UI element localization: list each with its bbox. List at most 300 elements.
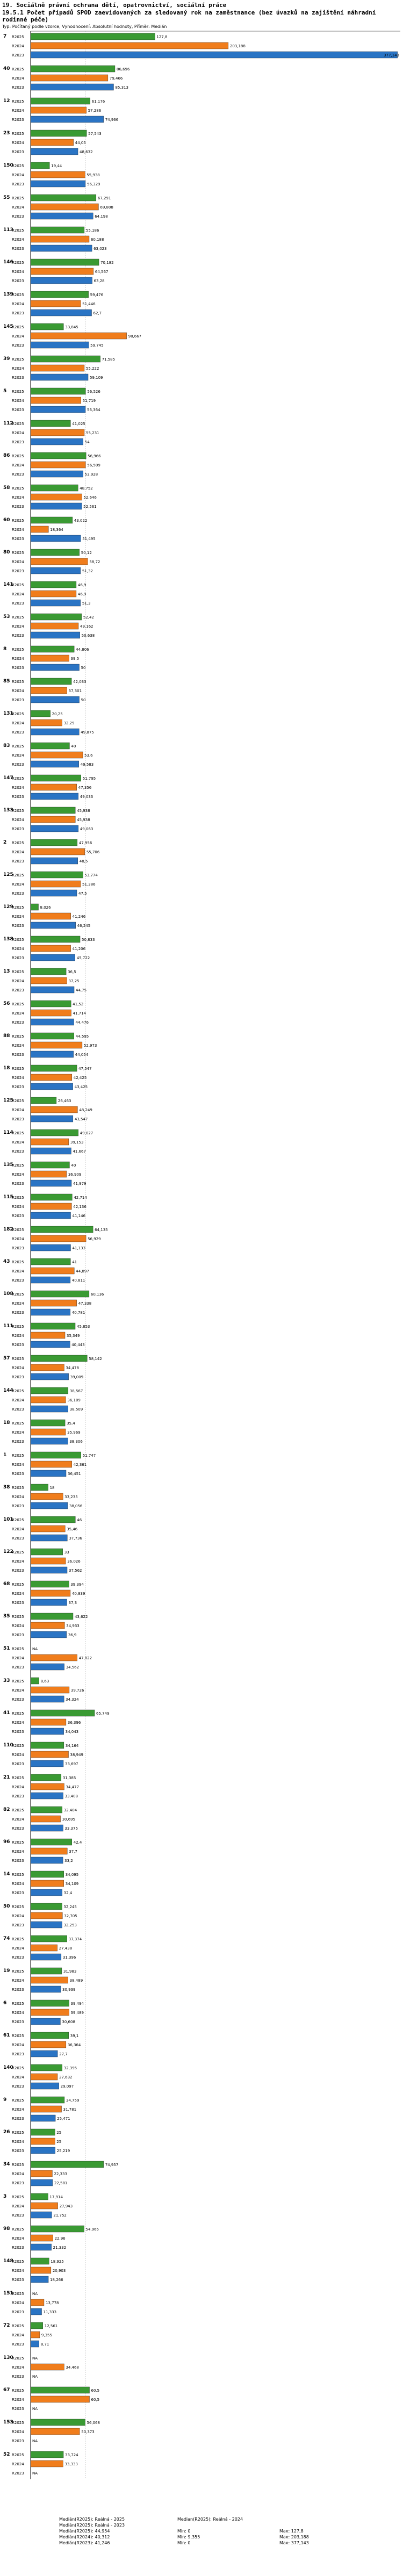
bar bbox=[31, 1968, 62, 1974]
series-label: R2023 bbox=[12, 2213, 24, 2218]
series-label: R2023 bbox=[12, 1665, 24, 1670]
series-label: R2023 bbox=[12, 440, 24, 444]
bar bbox=[31, 2396, 90, 2402]
series-label: R2024 bbox=[12, 1366, 24, 1370]
series-label: R2025 bbox=[12, 1518, 24, 1522]
group-label: 147 bbox=[3, 775, 13, 781]
group-label: 3 bbox=[3, 2194, 7, 2199]
footer-stat: Min: 0 bbox=[177, 2541, 191, 2545]
bar bbox=[31, 729, 79, 735]
bar bbox=[31, 1065, 77, 1071]
data-label: 44,595 bbox=[75, 1034, 89, 1039]
data-label: 50,833 bbox=[82, 938, 95, 942]
bar bbox=[31, 397, 81, 404]
data-label: 33,845 bbox=[65, 325, 78, 329]
series-label: R2023 bbox=[12, 634, 24, 638]
series-label: R2024 bbox=[12, 2398, 24, 2402]
bar bbox=[31, 987, 74, 993]
bar bbox=[31, 268, 93, 275]
bar bbox=[31, 1244, 70, 1251]
bar bbox=[31, 1323, 75, 1329]
data-label: 41 bbox=[72, 1260, 77, 1264]
group-label: 2 bbox=[3, 840, 7, 845]
series-label: R2024 bbox=[12, 2043, 24, 2047]
bar bbox=[31, 227, 84, 233]
data-label: 74,957 bbox=[105, 2163, 119, 2167]
group-label: 83 bbox=[3, 743, 10, 749]
series-label: R2024 bbox=[12, 2301, 24, 2305]
data-label: 39,1 bbox=[70, 2034, 79, 2038]
series-label: R2025 bbox=[12, 2356, 24, 2361]
series-label: R2025 bbox=[12, 2034, 24, 2038]
series-label: R2024 bbox=[12, 689, 24, 693]
bar bbox=[31, 1226, 93, 1233]
data-label: NA bbox=[32, 2407, 38, 2411]
bar bbox=[31, 1332, 65, 1339]
bar bbox=[31, 2018, 60, 2025]
data-label: 44,897 bbox=[76, 1269, 89, 1273]
data-label: 18,266 bbox=[50, 2278, 63, 2282]
data-label: 55,938 bbox=[87, 173, 100, 177]
data-label: 25 bbox=[56, 2131, 62, 2135]
bar bbox=[31, 2032, 69, 2039]
series-label: R2024 bbox=[12, 44, 24, 48]
bar bbox=[31, 1654, 77, 1661]
bar bbox=[31, 1631, 67, 1638]
bar bbox=[31, 848, 85, 855]
series-label: R2024 bbox=[12, 1205, 24, 1209]
data-label: 26,463 bbox=[57, 1099, 71, 1103]
series-label: R2023 bbox=[12, 1278, 24, 1283]
series-label: R2024 bbox=[12, 2075, 24, 2079]
data-label: 27,943 bbox=[59, 2204, 73, 2208]
group-label: 12 bbox=[3, 98, 10, 104]
series-label: R2024 bbox=[12, 495, 24, 500]
data-label: 51,747 bbox=[82, 1454, 96, 1458]
data-label: 40 bbox=[71, 744, 76, 749]
bar bbox=[31, 678, 71, 685]
bar bbox=[31, 526, 48, 533]
bar bbox=[31, 881, 81, 887]
group-label: 55 bbox=[3, 195, 10, 200]
series-label: R2023 bbox=[12, 182, 24, 186]
series-label: R2024 bbox=[12, 850, 24, 854]
data-label: 53,928 bbox=[84, 472, 98, 477]
data-label: 40,811 bbox=[71, 1278, 85, 1283]
data-label: 34,759 bbox=[66, 2098, 80, 2103]
chart-subtitle: Typ: Počítaný podle vzorce, Vyhodnocení: Absolutní hodnoty, Příměr: Medián bbox=[2, 24, 167, 29]
bar bbox=[31, 310, 92, 316]
series-label: R2024 bbox=[12, 947, 24, 951]
bar bbox=[31, 494, 82, 500]
series-label: R2025 bbox=[12, 1067, 24, 1071]
series-label: R2025 bbox=[12, 2388, 24, 2393]
bar bbox=[31, 1783, 64, 1790]
series-label: R2024 bbox=[12, 1269, 24, 1273]
series-label: R2024 bbox=[12, 302, 24, 306]
series-label: R2025 bbox=[12, 2227, 24, 2232]
data-label: 39,489 bbox=[70, 2011, 84, 2015]
series-label: R2023 bbox=[12, 343, 24, 348]
bar bbox=[31, 1793, 63, 1799]
group-label: 115 bbox=[3, 1195, 13, 1200]
series-label: R2025 bbox=[12, 1454, 24, 1458]
series-label: R2024 bbox=[12, 431, 24, 435]
bar bbox=[31, 1203, 71, 1210]
data-label: 38,306 bbox=[69, 1440, 83, 1444]
series-label: R2024 bbox=[12, 1495, 24, 1499]
data-label: 52,646 bbox=[83, 495, 97, 500]
data-label: 60,5 bbox=[91, 2398, 100, 2402]
data-label: 46 bbox=[77, 1518, 82, 1522]
series-label: R2025 bbox=[12, 1937, 24, 1941]
series-label: R2025 bbox=[12, 67, 24, 71]
series-label: R2024 bbox=[12, 1301, 24, 1306]
data-label: 71,585 bbox=[102, 357, 116, 362]
bar bbox=[31, 365, 84, 371]
footer-stat: Max: 377,143 bbox=[279, 2541, 309, 2545]
bar bbox=[31, 1129, 78, 1136]
group-label: 38 bbox=[3, 1485, 10, 1490]
data-label: 55,706 bbox=[86, 850, 100, 854]
bar bbox=[31, 98, 90, 104]
data-label: 31,781 bbox=[63, 2107, 77, 2112]
bar bbox=[31, 2451, 63, 2458]
bar bbox=[31, 204, 98, 210]
series-label: R2024 bbox=[12, 1850, 24, 1854]
series-label: R2023 bbox=[12, 1182, 24, 1186]
series-label: R2025 bbox=[12, 2195, 24, 2199]
data-label: 8,026 bbox=[40, 905, 51, 910]
data-label: 25,471 bbox=[57, 2117, 70, 2121]
bar bbox=[31, 1429, 66, 1435]
group-label: 21 bbox=[3, 1775, 10, 1780]
data-label: 56,526 bbox=[87, 390, 100, 394]
bar bbox=[31, 107, 87, 113]
bar bbox=[31, 1880, 64, 1887]
data-label: 38,056 bbox=[69, 1504, 83, 1508]
bar bbox=[31, 2332, 40, 2338]
series-label: R2024 bbox=[12, 2204, 24, 2208]
bar bbox=[31, 420, 70, 427]
group-label: 5 bbox=[3, 388, 7, 394]
data-label: 56,929 bbox=[88, 1237, 101, 1241]
group-label: 146 bbox=[3, 260, 13, 265]
series-label: R2023 bbox=[12, 408, 24, 412]
bar bbox=[31, 581, 76, 588]
data-label: NA bbox=[32, 2471, 38, 2476]
data-label: 51,795 bbox=[82, 776, 96, 781]
group-label: 113 bbox=[3, 227, 13, 233]
series-label: R2025 bbox=[12, 196, 24, 200]
data-label: 37,25 bbox=[68, 979, 80, 983]
group-label: 153 bbox=[3, 2420, 13, 2425]
bar bbox=[31, 890, 77, 896]
bar bbox=[31, 291, 89, 298]
series-label: R2025 bbox=[12, 1711, 24, 1716]
bar bbox=[31, 913, 71, 919]
data-label: 35,349 bbox=[67, 1334, 80, 1338]
footer-stat: Medián(R2024): 40,312 bbox=[59, 2535, 110, 2539]
series-label: R2023 bbox=[12, 1117, 24, 1121]
series-label: R2025 bbox=[12, 841, 24, 845]
bar bbox=[31, 2147, 55, 2154]
data-label: 43,425 bbox=[74, 1085, 88, 1089]
data-label: 41,025 bbox=[72, 422, 85, 426]
series-label: R2023 bbox=[12, 1375, 24, 1379]
bar bbox=[31, 2009, 69, 2016]
series-label: R2025 bbox=[12, 873, 24, 877]
series-label: R2023 bbox=[12, 1955, 24, 1960]
data-label: 21,332 bbox=[53, 2246, 67, 2250]
series-label: R2023 bbox=[12, 279, 24, 283]
series-label: R2023 bbox=[12, 311, 24, 315]
data-label: NA bbox=[32, 2356, 38, 2361]
series-label: R2024 bbox=[12, 1076, 24, 1080]
data-label: 13,778 bbox=[45, 2301, 59, 2305]
series-label: R2025 bbox=[12, 2292, 24, 2296]
series-label: R2023 bbox=[12, 1859, 24, 1863]
bar bbox=[31, 1719, 66, 1725]
series-label: R2024 bbox=[12, 1044, 24, 1048]
group-label: 111 bbox=[3, 1323, 13, 1329]
series-label: R2024 bbox=[12, 2140, 24, 2144]
data-label: 49,162 bbox=[80, 624, 93, 629]
bar bbox=[31, 567, 81, 574]
series-label: R2023 bbox=[12, 2374, 24, 2379]
series-label: R2023 bbox=[12, 505, 24, 509]
data-label: 60,188 bbox=[90, 238, 104, 242]
data-label: 17,914 bbox=[49, 2195, 63, 2199]
series-label: R2025 bbox=[12, 1099, 24, 1103]
data-label: 30,695 bbox=[62, 1817, 76, 1822]
bar bbox=[31, 2267, 51, 2273]
group-label: 112 bbox=[3, 421, 13, 426]
data-label: 35,969 bbox=[67, 1430, 81, 1435]
bar bbox=[31, 1406, 68, 1412]
series-label: R2025 bbox=[12, 1582, 24, 1587]
bar bbox=[31, 2364, 64, 2370]
data-label: 40,781 bbox=[71, 1311, 85, 1315]
series-label: R2023 bbox=[12, 891, 24, 896]
group-label: 138 bbox=[3, 937, 13, 942]
bar bbox=[31, 1019, 74, 1025]
data-label: 8,63 bbox=[40, 1679, 49, 1683]
series-label: R2023 bbox=[12, 376, 24, 380]
group-label: 96 bbox=[3, 1839, 10, 1845]
bar bbox=[31, 1051, 74, 1057]
bar bbox=[31, 1549, 63, 1555]
data-label: 33 bbox=[64, 1550, 69, 1555]
data-label: 18,925 bbox=[51, 2260, 64, 2264]
group-label: 98 bbox=[3, 2226, 10, 2232]
page-title: 19. Sociálně právní ochrana dětí, opatrovnictví, sociální práce bbox=[2, 2, 227, 9]
bar bbox=[31, 1493, 63, 1500]
series-label: R2025 bbox=[12, 1647, 24, 1651]
group-label: 68 bbox=[3, 1581, 10, 1587]
bar bbox=[31, 968, 66, 975]
data-label: 39,726 bbox=[70, 1688, 84, 1693]
series-label: R2023 bbox=[12, 118, 24, 122]
series-label: R2025 bbox=[12, 2131, 24, 2135]
group-label: 33 bbox=[3, 1678, 10, 1683]
data-label: 42,361 bbox=[73, 1463, 87, 1467]
data-label: 51,386 bbox=[82, 882, 96, 887]
data-label: 32,253 bbox=[63, 1923, 77, 1927]
bar bbox=[31, 1074, 72, 1081]
data-label: 33,2 bbox=[64, 1859, 73, 1863]
bar bbox=[31, 1622, 64, 1629]
series-label: R2025 bbox=[12, 2066, 24, 2070]
series-label: R2024 bbox=[12, 1624, 24, 1628]
series-label: R2025 bbox=[12, 1228, 24, 1232]
data-label: 42,136 bbox=[73, 1205, 87, 1209]
series-label: R2025 bbox=[12, 486, 24, 491]
bar bbox=[31, 591, 76, 597]
bar bbox=[31, 1728, 64, 1735]
data-label: 36,451 bbox=[67, 1472, 81, 1476]
data-label: 35,4 bbox=[67, 1421, 75, 1426]
bar bbox=[31, 793, 78, 800]
data-label: NA bbox=[32, 2374, 38, 2379]
group-label: 6 bbox=[3, 2001, 7, 2006]
bar bbox=[31, 2193, 48, 2200]
series-label: R2024 bbox=[12, 1721, 24, 1725]
group-label: 144 bbox=[3, 1388, 13, 1393]
bar bbox=[31, 1567, 67, 1573]
data-label: 57,286 bbox=[88, 109, 102, 113]
bar bbox=[31, 945, 71, 952]
bar bbox=[31, 1687, 69, 1693]
data-label: 50 bbox=[81, 698, 86, 702]
bar bbox=[31, 1889, 62, 1896]
series-label: R2024 bbox=[12, 882, 24, 887]
series-label: R2023 bbox=[12, 1085, 24, 1089]
bar bbox=[31, 1945, 57, 1951]
bar bbox=[31, 1816, 61, 1822]
data-label: 50,638 bbox=[81, 634, 95, 638]
data-label: 51,495 bbox=[82, 537, 96, 541]
data-label: 41,246 bbox=[72, 915, 86, 919]
data-label: 18,364 bbox=[50, 528, 63, 532]
group-label: 82 bbox=[3, 1807, 10, 1812]
bar bbox=[31, 2428, 80, 2435]
series-label: R2025 bbox=[12, 2002, 24, 2006]
data-label: 49,027 bbox=[80, 1131, 93, 1135]
series-label: R2023 bbox=[12, 2310, 24, 2314]
bar bbox=[31, 719, 62, 726]
bar bbox=[31, 2226, 84, 2232]
group-label: 130 bbox=[3, 2355, 13, 2361]
data-label: 69,808 bbox=[100, 205, 113, 210]
bar bbox=[31, 356, 100, 362]
group-label: 125 bbox=[3, 1098, 13, 1103]
group-label: 1 bbox=[3, 1452, 7, 1458]
bar bbox=[31, 1258, 70, 1265]
series-label: R2025 bbox=[12, 680, 24, 684]
data-label: 59,476 bbox=[90, 293, 104, 297]
bar bbox=[31, 623, 78, 629]
group-label: 35 bbox=[3, 1614, 10, 1619]
bar bbox=[31, 2387, 90, 2393]
group-label: 141 bbox=[3, 582, 13, 587]
bar bbox=[31, 2083, 59, 2089]
data-label: 42,033 bbox=[73, 680, 87, 684]
bar bbox=[31, 1300, 77, 1306]
bar bbox=[31, 1678, 39, 1684]
series-label: R2025 bbox=[12, 1550, 24, 1555]
bar bbox=[31, 535, 81, 542]
bar bbox=[31, 1590, 70, 1596]
bar bbox=[31, 1484, 48, 1491]
bar bbox=[31, 2322, 43, 2329]
data-label: 48,752 bbox=[80, 486, 93, 491]
group-label: 61 bbox=[3, 2033, 10, 2038]
series-label: R2023 bbox=[12, 2471, 24, 2476]
series-label: R2024 bbox=[12, 463, 24, 467]
bar bbox=[31, 1986, 61, 1992]
bar bbox=[31, 1839, 72, 1845]
series-label: R2024 bbox=[12, 1817, 24, 1822]
group-label: 7 bbox=[3, 34, 7, 39]
data-label: 42,425 bbox=[73, 1076, 87, 1080]
group-label: 72 bbox=[3, 2323, 10, 2328]
series-label: R2023 bbox=[12, 214, 24, 219]
data-label: 34,109 bbox=[65, 1882, 79, 1886]
series-label: R2023 bbox=[12, 2149, 24, 2153]
series-label: R2023 bbox=[12, 537, 24, 541]
footer-stat: Max: 203,188 bbox=[279, 2535, 309, 2539]
data-label: 45,853 bbox=[77, 1325, 90, 1329]
group-label: 34 bbox=[3, 2162, 10, 2167]
bar bbox=[31, 1774, 61, 1781]
data-label: 42,4 bbox=[73, 1840, 82, 1845]
series-label: R2025 bbox=[12, 1163, 24, 1168]
series-label: R2024 bbox=[12, 2011, 24, 2015]
series-label: R2024 bbox=[12, 2333, 24, 2337]
bar bbox=[31, 1954, 61, 1960]
data-label: 27,7 bbox=[59, 2052, 68, 2056]
data-label: 42,714 bbox=[74, 1196, 87, 1200]
data-label: 56,364 bbox=[87, 408, 100, 412]
bar bbox=[31, 1010, 71, 1016]
series-label: R2025 bbox=[12, 1389, 24, 1393]
series-label: R2025 bbox=[12, 1615, 24, 1619]
group-label: 51 bbox=[3, 1646, 10, 1651]
data-label: 51,32 bbox=[82, 569, 93, 573]
series-label: R2025 bbox=[12, 228, 24, 233]
data-label: 36,396 bbox=[67, 1721, 81, 1725]
bar bbox=[31, 471, 83, 477]
data-label: 203,188 bbox=[229, 44, 246, 48]
group-label: 50 bbox=[3, 1904, 10, 1909]
series-label: R2023 bbox=[12, 1440, 24, 1444]
series-label: R2023 bbox=[12, 1536, 24, 1541]
data-label: 38,567 bbox=[69, 1389, 83, 1393]
data-label: 34,477 bbox=[66, 1785, 79, 1789]
bar bbox=[31, 1139, 69, 1145]
data-label: 31,396 bbox=[62, 1955, 76, 1960]
series-label: R2025 bbox=[12, 454, 24, 458]
series-label: R2023 bbox=[12, 1053, 24, 1057]
data-label: NA bbox=[32, 1647, 38, 1651]
data-label: 40 bbox=[71, 1163, 76, 1168]
group-label: 133 bbox=[3, 808, 13, 813]
bar bbox=[31, 1033, 74, 1039]
series-label: R2023 bbox=[12, 247, 24, 251]
series-label: R2025 bbox=[12, 2453, 24, 2457]
series-label: R2023 bbox=[12, 859, 24, 864]
